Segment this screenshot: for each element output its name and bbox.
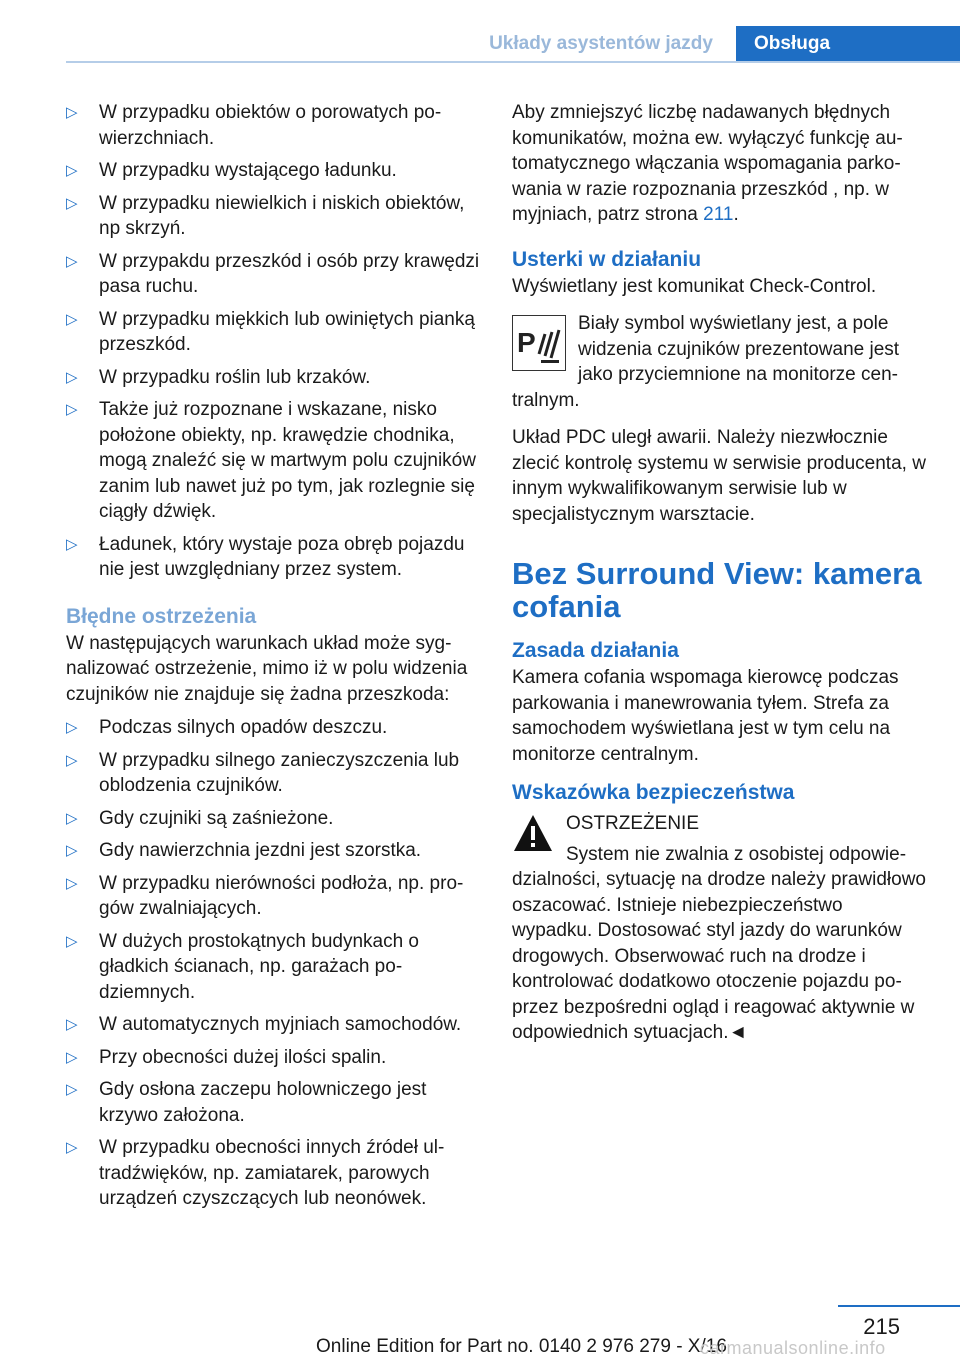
- list-item: ▷ Podczas silnych opadów deszczu.: [66, 715, 482, 741]
- list-item: ▷ Przy obecności dużej ilości spalin.: [66, 1045, 482, 1071]
- list-item: ▷ W przypakdu przeszkód i osób przy krawędzi pasa ruchu.: [66, 250, 480, 297]
- list-item: ▷ W przypadku niewielkich i niskich obiektów, np skrzyń.: [66, 192, 465, 239]
- list-item: ▷ Gdy nawierzchnia jezdni jest szorstka.: [66, 838, 482, 864]
- header-section-title: Układy asystentów jazdy: [489, 33, 713, 54]
- list-item: ▷ Gdy czujniki są zaśnieżone.: [66, 806, 482, 832]
- warning-block: [512, 811, 928, 1046]
- principle-heading: Zasada działania: [512, 639, 679, 662]
- triangle-bullet-icon: ▷: [66, 194, 78, 212]
- list-item: ▷ Ładunek, który wystaje poza obręb pojazdu nie jest uwzględniany przez system.: [66, 533, 465, 580]
- false-warnings-heading: Błędne ostrzeżenia: [66, 604, 257, 628]
- warning-text: System nie zwalnia z osobistej odpowiedzialności, sytuację na drodze należy prawidłowo oszacować. Istnieje niebezpieczeństwo wypadku. Dostosować styl jazdy do warunków drogowych. Obserwować ruch na drodze i kontrolować dodatkowo otoczenie pojazdu poprzez bezpośredni ogląd i reagować aktywnie w odpowiednich sytuacjach.◄: [512, 843, 927, 1043]
- symbol-text: Biały symbol wyświetlany jest, a pole widzenia czujników prezentowane jest jako przyciemnione na monitorze centralnym.: [512, 313, 900, 411]
- list-item: ▷ W automatycznych myjniach samochodów.: [66, 1012, 482, 1038]
- warning-triangle-icon: [512, 813, 554, 853]
- triangle-bullet-icon: ▷: [66, 1081, 78, 1098]
- triangle-bullet-icon: ▷: [66, 1048, 78, 1066]
- pdc-symbol-block: [512, 311, 928, 413]
- triangle-bullet-icon: ▷: [66, 310, 78, 328]
- list-item: ▷ Także już rozpoznane i wskazane, nisko położone obiekty, np. krawędzie chodnika, mogą znaleźć się w martwym polu czujników zanim lub nawet już po tym, jak rozlegnie się ciągły dźwięk.: [66, 399, 476, 522]
- list-item: ▷ W przypadku miękkich lub owiniętych pianką przeszkód.: [66, 308, 475, 355]
- safety-heading: Wskazówka bezpieczeństwa: [512, 781, 795, 804]
- triangle-bullet-icon: ▷: [66, 1016, 78, 1033]
- list-item: ▷ W dużych prostokątnych budynkach o gładkich ścianach, np. garażach podziemnych.: [66, 930, 420, 1003]
- pdc-sensor-icon: [512, 315, 566, 371]
- footer-edition: Online Edition for Part no. 0140 2 976 279 - X/16: [316, 1336, 727, 1357]
- triangle-bullet-icon: ▷: [66, 401, 78, 418]
- false-warnings-text: W następujących warunkach układ może sygnalizować ostrzeżenie, mimo iż w polu widzenia czujników nie znajduje się żadna przeszkoda:: [66, 632, 468, 705]
- triangle-bullet-icon: ▷: [66, 535, 78, 553]
- page-number: 215: [863, 1314, 900, 1339]
- malfunction-heading: Usterki w działaniu: [512, 247, 702, 271]
- header-divider: [66, 61, 960, 63]
- left-column: [66, 100, 482, 1219]
- triangle-bullet-icon: ▷: [66, 1139, 78, 1156]
- list-item: ▷ W przypadku obiektów o porowatych powierzchniach.: [66, 102, 442, 149]
- footer-divider: [838, 1305, 960, 1307]
- right-column: [512, 100, 928, 1046]
- watermark: carmanualsonline.info: [700, 1338, 886, 1358]
- camera-section-heading: Bez Surround View: kamera cofania: [512, 556, 922, 624]
- triangle-bullet-icon: ▷: [66, 809, 78, 827]
- page-link-211[interactable]: 211: [703, 204, 734, 225]
- triangle-bullet-icon: ▷: [66, 751, 78, 769]
- list-item: ▷ W przypadku roślin lub krzaków.: [66, 365, 482, 391]
- list-item: ▷ Gdy osłona zaczepu holowniczego jest krzywo założona.: [66, 1079, 427, 1126]
- triangle-bullet-icon: ▷: [66, 719, 78, 736]
- triangle-bullet-icon: ▷: [66, 842, 78, 859]
- limitations-list: [66, 100, 482, 583]
- warning-label: OSTRZEŻENIE: [566, 813, 700, 834]
- intro-paragraph: Aby zmniejszyć liczbę nadawanych błędnych komunikatów, można ew. wyłączyć funkcję automatycznego włączania wspomagania parkowania w razie rozpoznania przeszkód , np. w myjniach, patrz strona 211.: [512, 102, 903, 225]
- triangle-bullet-icon: ▷: [66, 368, 78, 386]
- pdc-failure-text: Układ PDC uległ awarii. Należy niezwłocznie zlecić kontrolę systemu w serwisie producenta, w innym wykwalifikowanym serwisie lub w specjalistycznym warsztacie.: [512, 427, 926, 525]
- triangle-bullet-icon: ▷: [66, 252, 78, 270]
- list-item: ▷ W przypadku wystającego ładunku.: [66, 158, 482, 184]
- header-tab-obsluga: Obsługa: [736, 26, 960, 62]
- list-item: ▷ W przypadku silnego zanieczyszczenia lub oblodzenia czujników.: [66, 749, 460, 796]
- svg-text:P: P: [517, 327, 536, 358]
- malfunction-text: Wyświetlany jest komunikat Check-Control.: [512, 275, 877, 297]
- triangle-bullet-icon: ▷: [66, 104, 78, 121]
- triangle-bullet-icon: ▷: [66, 932, 78, 950]
- triangle-bullet-icon: ▷: [66, 162, 78, 179]
- triangle-bullet-icon: ▷: [66, 874, 78, 892]
- list-item: ▷ W przypadku nierówności podłoża, np. progów zwalniających.: [66, 872, 464, 919]
- list-item: ▷ W przypadku obecności innych źródeł ultradźwięków, np. zamiatarek, parowych urządzeń czyszczących lub neonówek.: [66, 1137, 445, 1209]
- false-warnings-list: [66, 715, 482, 1212]
- principle-text: Kamera cofania wspomaga kierowcę podczas parkowania i manewrowania tyłem. Strefa za samochodem wyświetlana jest w tym celu na monitorze centralnym.: [512, 667, 899, 765]
